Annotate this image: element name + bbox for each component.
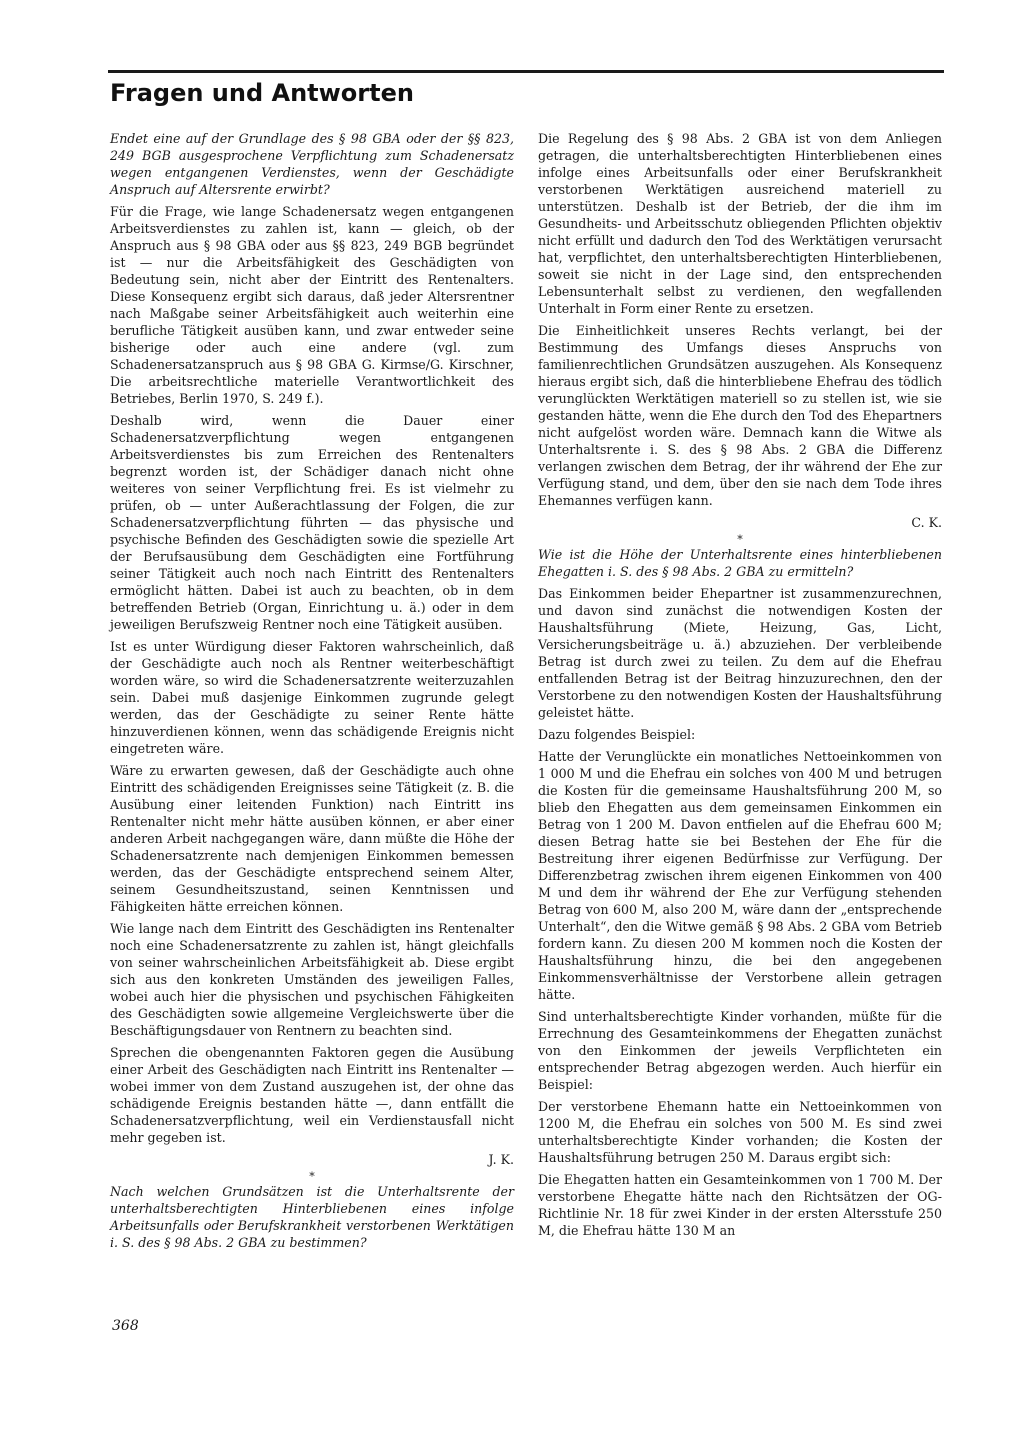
answer-paragraph: Deshalb wird, wenn die Dauer einer Schadenersatzverpflichtung wegen entgangenen Arbeitsverdienstes bis zum Erreichen des Rentenalters begrenzt worden ist, der Schädiger danach nicht ohne weiteres von seiner Verpflichtung frei. Es ist vielmehr zu prüfen, ob — unter Außerachtlassung der Folgen, die zur Schadenersatzverpflichtung führten — das physische und psychische Befinden des Geschädigten sowie die spezielle Art der Berufsausübung dem Geschädigten eine Fortführung seiner Tätigkeit auch noch nach Eintritt des Rentenalters ermöglicht hätten. Dabei ist auch zu beachten, ob in dem betreffenden Betrieb (Organ, Einrichtung u. ä.) oder in dem jeweiligen Berufszweig Rentner noch eine Tätigkeit ausüben. bbox=[110, 413, 514, 632]
section-title: Fragen und Antworten bbox=[110, 79, 414, 107]
answer-paragraph: Die Ehegatten hatten ein Gesamteinkommen von 1 700 M. Der verstorbene Ehegatte hätte nach den Richtsätzen der OG-Richtlinie Nr. 18 für zwei Kinder in der ersten Altersstufe 250 M, die Ehefrau hätte 130 M an bbox=[538, 1172, 942, 1238]
right-column bbox=[538, 130, 942, 1244]
answer-paragraph: Hatte der Verunglückte ein monatliches Nettoeinkommen von 1 000 M und die Ehefrau ein solches von 400 M und betrugen die Kosten für die gemeinsame Haushaltsführung 200 M, so blieb den Ehegatten aus dem gemeinsamen Einkommen ein Betrag von 1 200 M. Davon entfielen auf die Ehefrau 600 M; diesen Betrag hatte sie bei Bestehen der Ehe für die Bestreitung ihrer eigenen Bedürfnisse zur Verfügung. Der Differenzbetrag zwischen ihrem eigenen Einkommen von 400 M und dem ihr während der Ehe zur Verfügung stehenden Betrag von 600 M, also 200 M, wäre dann der „entsprechende Unterhalt“, den die Witwe gemäß § 98 Abs. 2 GBA vom Betrieb fordern kann. Zu diesen 200 M kommen noch die Kosten der Haushaltsführung hinzu, die bei den angegebenen Einkommensverhältnisse der Verstorbene allein getragen hätte. bbox=[538, 749, 942, 1002]
answer-paragraph: Wäre zu erwarten gewesen, daß der Geschädigte auch ohne Eintritt des schädigenden Ereignisses seine Tätigkeit (z. B. die Ausübung einer leitenden Funktion) nach Eintritt ins Rentenalter nicht mehr hätte ausüben können, er aber einer anderen Arbeit nachgegangen wäre, dann müßte die Höhe der Schadenersatzrente nach demjenigen Einkommen bemessen werden, das der Geschädigte entsprechend seinem Alter, seinem Gesundheitszustand, seinen Kenntnissen und Fähigkeiten hätte erreichen können. bbox=[110, 763, 514, 914]
question-text: Endet eine auf der Grundlage des § 98 GBA oder der §§ 823, 249 BGB ausgesprochene Verpflichtung zum Schadenersatz wegen entgangenen Verdienstes, wenn der Geschädigte Anspruch auf Altersrente erwirbt? bbox=[110, 131, 514, 197]
answer-paragraph: Sind unterhaltsberechtigte Kinder vorhanden, müßte für die Errechnung des Gesamteinkommens der Ehegatten zunächst von den Einkommen der jeweils Verpflichteten ein entsprechender Betrag abgezogen werden. Auch hierfür ein Beispiel: bbox=[538, 1009, 942, 1092]
author-initials: J. K. bbox=[488, 1152, 514, 1167]
answer-paragraph: Für die Frage, wie lange Schadenersatz wegen entgangenen Arbeitsverdienstes zu zahlen ist, kann — gleich, ob der Anspruch aus § 98 GBA oder aus §§ 823, 249 BGB begründet ist — nur die Arbeitsfähigkeit des Geschädigten von Bedeutung sein, nicht aber der Eintritt des Rentenalters. Diese Konsequenz ergibt sich daraus, daß jeder Altersrentner nach Maßgabe seiner Arbeitsfähigkeit auch weiterhin eine berufliche Tätigkeit ausüben kann, und zwar entweder seine bisherige oder auch eine andere (vgl. zum Schadenersatzanspruch aus § 98 GBA G. Kirmse/G. Kirschner, Die arbeitsrechtliche materielle Verantwortlichkeit des Betriebes, Berlin 1970, S. 249 f.). bbox=[110, 204, 514, 406]
section-separator: * bbox=[737, 533, 743, 546]
left-column bbox=[110, 130, 514, 1256]
answer-paragraph: Wie lange nach dem Eintritt des Geschädigten ins Rentenalter noch eine Schadenersatzrente zu zahlen ist, hängt gleichfalls von seiner wahrscheinlichen Arbeitsfähigkeit ab. Diese ergibt sich aus den konkreten Umständen des jeweiligen Falles, wobei auch hier die physischen und psychischen Fähigkeiten des Geschädigten sowie allgemeine Vergleichswerte über die Beschäftigungsdauer von Rentnern zu beachten sind. bbox=[110, 921, 514, 1038]
answer-paragraph: Der verstorbene Ehemann hatte ein Nettoeinkommen von 1200 M, die Ehefrau ein solches von 500 M. Es sind zwei unterhaltsberechtigte Kinder vorhanden; die Kosten der Haushaltsführung betrugen 250 M. Daraus ergibt sich: bbox=[538, 1099, 942, 1165]
header-rule bbox=[108, 70, 944, 73]
section-separator: * bbox=[309, 1170, 315, 1183]
answer-paragraph: Die Einheitlichkeit unseres Rechts verlangt, bei der Bestimmung des Umfangs dieses Anspruchs von familienrechtlichen Grundsätzen auszugehen. Als Konsequenz hieraus ergibt sich, daß die hinterbliebene Ehefrau des tödlich verunglückten Werktätigen materiell so zu stellen ist, wie sie gestanden hätte, wenn die Ehe durch den Tod des Ehepartners nicht aufgelöst worden wäre. Demnach kann die Witwe als Unterhaltsrente i. S. des § 98 Abs. 2 GBA die Differenz verlangen zwischen dem Betrag, der ihr während der Ehe zur Verfügung stand, und dem, über den sie nach dem Tode ihres Ehemannes verfügen kann. bbox=[538, 323, 942, 508]
question-text: Nach welchen Grundsätzen ist die Unterhaltsrente der unterhaltsberechtigten Hinterbliebenen eines infolge Arbeitsunfalls oder Berufskrankheit verstorbenen Werktätigen i. S. des § 98 Abs. 2 GBA zu bestimmen? bbox=[110, 1184, 514, 1250]
answer-paragraph: Das Einkommen beider Ehepartner ist zusammenzurechnen, und davon sind zunächst die notwendigen Kosten der Haushaltsführung (Miete, Heizung, Gas, Licht, Versicherungsbeiträge u. ä.) abzuziehen. Der verbleibende Betrag ist durch zwei zu teilen. Zu dem auf die Ehefrau entfallenden Betrag ist der Beitrag hinzuzurechnen, den der Verstorbene zu den notwendigen Kosten der Haushaltsführung geleistet hätte. bbox=[538, 586, 942, 720]
question-text: Wie ist die Höhe der Unterhaltsrente eines hinterbliebenen Ehegatten i. S. des § 98 Abs. 2 GBA zu ermitteln? bbox=[538, 547, 942, 579]
answer-paragraph: Sprechen die obengenannten Faktoren gegen die Ausübung einer Arbeit des Geschädigten nach Eintritt ins Rentenalter — wobei immer von dem Zustand auszugehen ist, der ohne das schädigende Ereignis bestanden hätte —, dann entfällt die Schadenersatzverpflichtung, weil ein Verdienstausfall nicht mehr gegeben ist. bbox=[110, 1045, 514, 1145]
answer-paragraph: Die Regelung des § 98 Abs. 2 GBA ist von dem Anliegen getragen, die unterhaltsberechtigten Hinterbliebenen eines infolge eines Arbeitsunfalls oder einer Berufskrankheit verstorbenen Werktätigen ausreichend materiell zu unterstützen. Deshalb ist der Betrieb, der die ihm im Gesundheits- und Arbeitsschutz obliegenden Pflichten objektiv nicht erfüllt und dadurch den Tod des Werktätigen verursacht hat, verpflichtet, den unterhaltsberechtigten Hinterbliebenen, soweit sie nicht in der Lage sind, den entsprechenden Lebensunterhalt selbst zu verdienen, den wegfallenden Unterhalt in Form einer Rente zu ersetzen. bbox=[538, 131, 942, 316]
page-number: 368 bbox=[112, 1318, 139, 1334]
author-initials: C. K. bbox=[911, 515, 942, 530]
answer-paragraph: Ist es unter Würdigung dieser Faktoren wahrscheinlich, daß der Geschädigte auch noch als Rentner weiterbeschäftigt worden wäre, so wird die Schadenersatzrente weiterzuzahlen sein. Dabei muß dasjenige Einkommen zugrunde gelegt werden, das der Geschädigte zu seiner Rente hätte hinzuverdienen können, wenn das schädigende Ereignis nicht eingetreten wäre. bbox=[110, 639, 514, 756]
answer-paragraph: Dazu folgendes Beispiel: bbox=[538, 727, 696, 742]
